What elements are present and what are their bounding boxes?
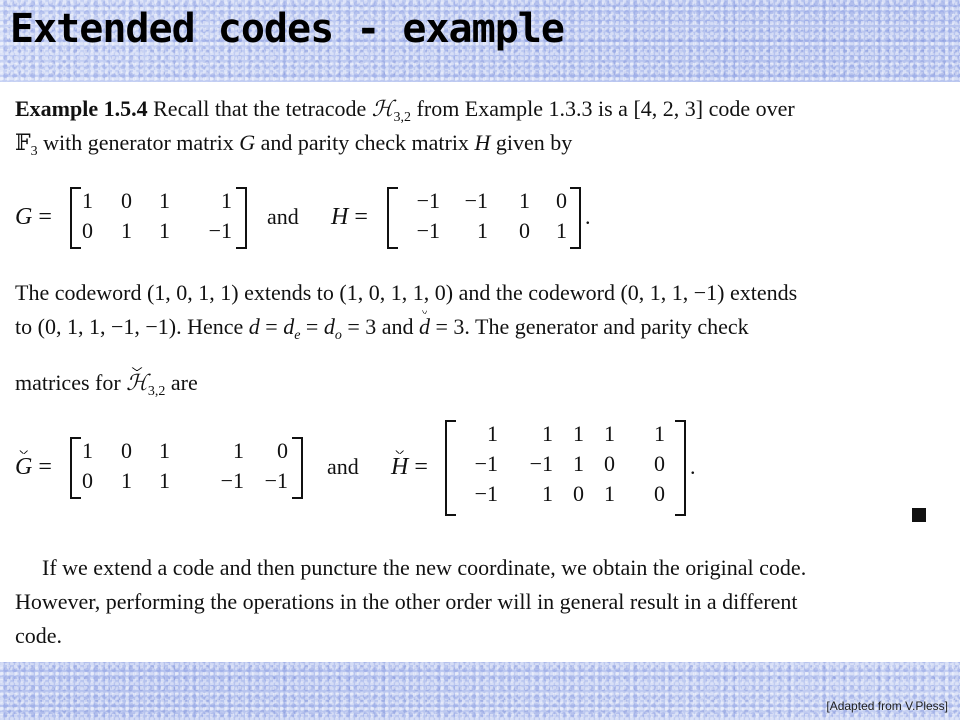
paragraph-closing-line-1: If we extend a code and then puncture the new coordinate, we obtain the original code. [42, 555, 807, 580]
matrix-g-cell: 0 [121, 188, 132, 213]
matrix-g-cell: 1 [121, 218, 132, 243]
matrices-text-a: matrices for [15, 370, 121, 395]
equals-1: = [265, 314, 278, 339]
matrix-h-hat-cell: 1 [604, 481, 615, 506]
matrix-h-cell: −1 [416, 218, 440, 243]
and-text-2: and [327, 454, 359, 479]
matrix-h-cell: 1 [556, 218, 567, 243]
paragraph-closing-line-3: code. [15, 623, 63, 648]
label-H-hat: H = [391, 454, 428, 480]
intro-text-e: given by [495, 130, 573, 155]
matrix-g-cell: 1 [159, 188, 170, 213]
matrix-g-cell: 1 [82, 188, 93, 213]
paragraph-closing-line-2: However, performing the operations in the other order will in general result in a different [15, 589, 798, 614]
matrix-h-hat-cell: 0 [604, 451, 615, 476]
matrix-h-hat-cell: 1 [487, 421, 498, 446]
matrix-H-left-bracket [387, 187, 398, 249]
paragraph-codeword-line-2 [15, 314, 749, 344]
paragraph-matrices-line [15, 370, 198, 400]
intro-text-c: with generator matrix [43, 130, 234, 155]
matrix-g-cell: 1 [159, 218, 170, 243]
intro-text-a: Recall that the tetracode [153, 96, 367, 121]
subscript-o: o [334, 328, 342, 343]
credit-note: [Adapted from V.Pless] [826, 699, 948, 713]
matrix-G-right-bracket [236, 187, 247, 249]
qed-square-icon [912, 508, 926, 522]
matrix-g-cell: −1 [208, 218, 232, 243]
symbol-de: d [283, 314, 295, 339]
matrix-g-hat-cell: 0 [277, 438, 288, 463]
matrix-h-cell: −1 [416, 188, 440, 213]
matrix-H-hat-right-bracket [675, 420, 686, 516]
field-subscript: 3 [30, 144, 38, 159]
field-symbol: 𝔽 [15, 130, 31, 155]
matrix-g-hat-cell: −1 [220, 468, 244, 493]
matrix-h-hat-cell: 1 [573, 451, 584, 476]
matrix-g-hat-cell: 1 [121, 468, 132, 493]
matrix-h-cell: 1 [519, 188, 530, 213]
paragraph-codeword-line-1: The codeword (1, 0, 1, 1) extends to (1, 0, 1, 1, 0) and the codeword (0, 1, 1, −1) extends [15, 280, 798, 305]
and-text-1: and [267, 204, 299, 229]
symbol-G: G [239, 130, 256, 155]
equals-2: = [305, 314, 319, 339]
matrix-h-hat-cell: 1 [542, 481, 553, 506]
matrix-h-hat-cell: −1 [474, 481, 498, 506]
matrix-h-hat-cell: −1 [474, 451, 498, 476]
matrix-h-hat-cell: 1 [542, 421, 553, 446]
matrices-text-b: are [170, 370, 198, 395]
paragraph-intro-line-2 [15, 130, 572, 160]
matrix-h-cell: 1 [477, 218, 488, 243]
codeword-text-a: to (0, 1, 1, −1, −1). Hence [15, 314, 244, 339]
matrix-G-hat-right-bracket [292, 437, 303, 499]
extended-tetracode-subscript: 3,2 [147, 384, 166, 399]
matrix-g-hat-cell: 1 [82, 438, 93, 463]
matrix-H-right-bracket [570, 187, 581, 249]
label-G-hat: G = [15, 454, 52, 480]
symbol-H: H [474, 130, 491, 155]
matrix-g-hat-cell: 0 [121, 438, 132, 463]
matrix-g-hat-cell: 1 [159, 468, 170, 493]
extended-tetracode-symbol: ℋ [126, 371, 148, 396]
label-H: H = [331, 204, 368, 230]
matrix-h-cell: −1 [464, 188, 488, 213]
label-G: G = [15, 204, 52, 230]
matrix-h-hat-cell: 1 [654, 421, 665, 446]
matrix-h-hat-cell: 0 [654, 481, 665, 506]
intro-text-b: from Example 1.3.3 is a [4, 2, 3] code over [416, 96, 795, 121]
matrix-h-hat-cell: 0 [654, 451, 665, 476]
matrix-H-hat-left-bracket [445, 420, 456, 516]
symbol-do: d [323, 314, 335, 339]
matrix-g-hat-cell: 1 [159, 438, 170, 463]
codeword-text-c: = 3. The generator and parity check [435, 314, 749, 339]
matrix-h-hat-cell: 0 [573, 481, 584, 506]
period-1: . [585, 204, 591, 229]
slide-title: Extended codes - example [10, 6, 564, 52]
matrix-h-hat-cell: 1 [604, 421, 615, 446]
document-panel [0, 82, 960, 662]
symbol-d-hat: d [419, 314, 430, 339]
matrix-g-hat-cell: −1 [264, 468, 288, 493]
tetracode-symbol: ℋ [371, 97, 394, 122]
codeword-text-b: = 3 and [347, 314, 414, 339]
matrix-h-cell: 0 [519, 218, 530, 243]
matrix-g-hat-cell: 1 [233, 438, 244, 463]
period-2: . [690, 454, 696, 479]
matrix-h-hat-cell: −1 [529, 451, 553, 476]
subscript-e: e [294, 328, 301, 343]
matrix-g-cell: 0 [82, 218, 93, 243]
intro-text-d: and parity check matrix [260, 130, 469, 155]
matrix-g-hat-cell: 0 [82, 468, 93, 493]
paragraph-intro-line-1 [15, 96, 795, 126]
example-label: Example 1.5.4 [15, 96, 148, 121]
symbol-d: d [248, 314, 260, 339]
matrix-g-cell: 1 [221, 188, 232, 213]
tetracode-subscript: 3,2 [393, 110, 412, 125]
matrix-h-hat-cell: 1 [573, 421, 584, 446]
matrix-h-cell: 0 [556, 188, 567, 213]
